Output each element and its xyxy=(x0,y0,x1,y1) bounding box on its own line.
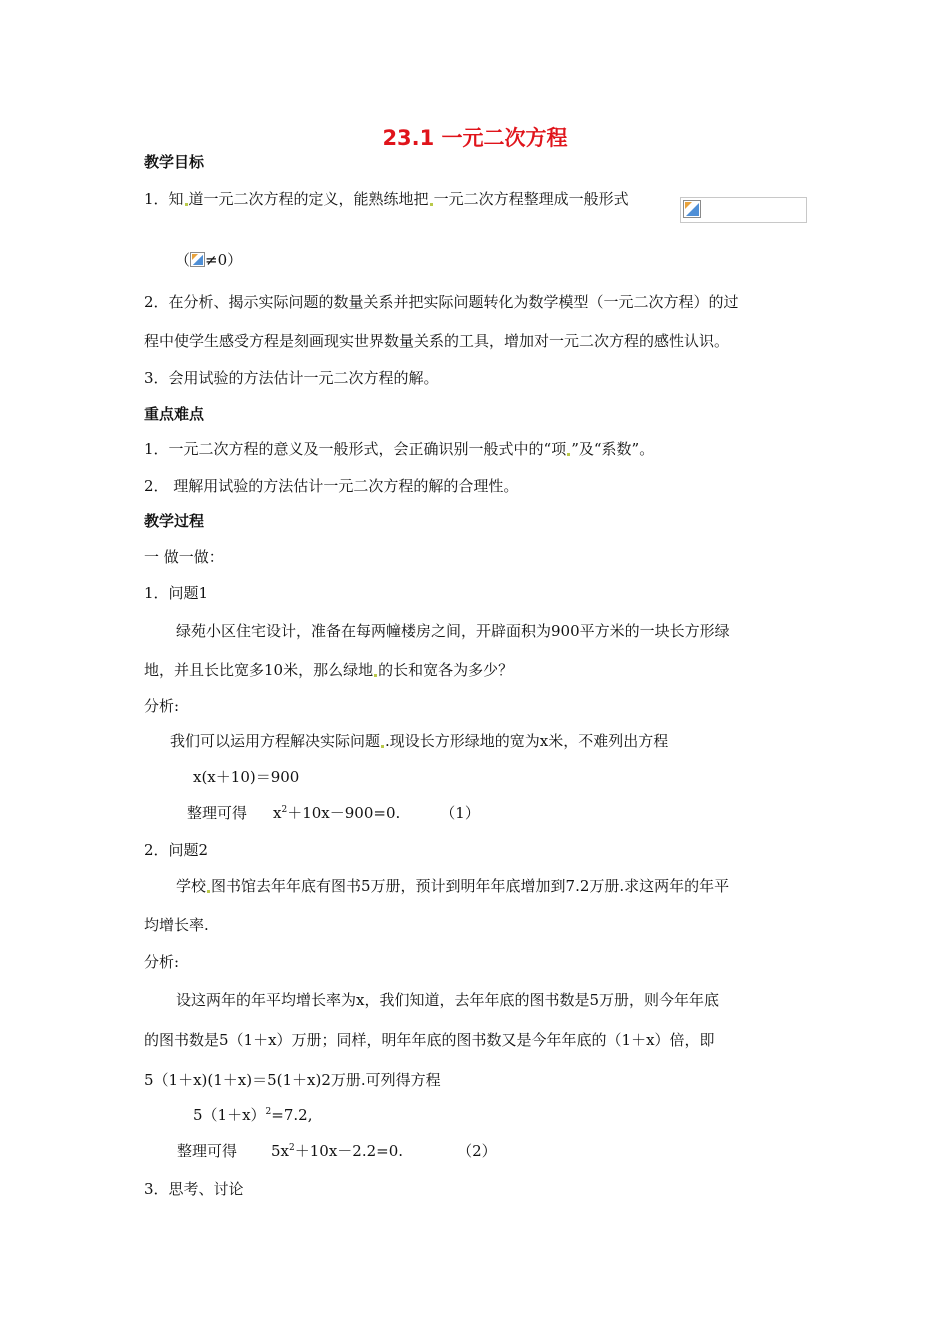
question-2-line-1 xyxy=(176,876,729,896)
equation-x: x xyxy=(273,804,282,822)
analysis-2-line-3: 5（1＋x)(1＋x)＝5(1＋x)2万册.可列得方程 xyxy=(144,1071,441,1089)
analysis-1-label: 分析: xyxy=(144,697,180,715)
process-heading: 教学过程 xyxy=(144,512,205,530)
equation-2-a: 5（1＋x） xyxy=(193,1106,266,1124)
equation-number: （1） xyxy=(440,804,480,822)
analysis-1-line-1-a: 我们可以运用方程解决实际问题 xyxy=(170,732,381,750)
question-1-line-2-b: 的长和宽各为多少？ xyxy=(378,661,514,679)
edit-marker xyxy=(567,453,570,456)
equation-2-arranged-b: ＋10x－2.2=0. xyxy=(294,1142,404,1160)
edit-marker xyxy=(374,674,377,677)
analysis-1-line-1-b: .现设长方形绿地的宽为x米，不难列出方程 xyxy=(385,732,669,750)
goals-heading: 教学目标 xyxy=(144,153,205,171)
broken-image-icon xyxy=(683,200,701,218)
key-1 xyxy=(144,439,654,459)
equation-2-arranged-exponent: 2 xyxy=(289,1143,295,1153)
goal-2-line-1: 2．在分析、揭示实际问题的数量关系并把实际问题转化为数学模型（一元二次方程）的过 xyxy=(144,293,739,311)
part-1-heading: 一 做一做： xyxy=(144,548,224,566)
analysis-2-line-1: 设这两年的年平均增长率为x，我们知道，去年年底的图书数是5万册，则今年年底 xyxy=(176,991,720,1009)
equation-2-exponent: 2 xyxy=(265,1107,272,1117)
goal-1-part-a: 1．知 xyxy=(144,190,184,208)
equation-2-b: =7.2, xyxy=(271,1106,313,1124)
equation-number: （2） xyxy=(457,1142,497,1160)
question-2-line-1-a: 学校 xyxy=(176,877,207,895)
question-1-line-1: 绿苑小区住宅设计，准备在每两幢楼房之间，开辟面积为900平方米的一块长方形绿 xyxy=(176,622,730,640)
analysis-2-label: 分析: xyxy=(144,953,180,971)
equation-1: x(x＋10)＝900 xyxy=(193,768,300,786)
edit-marker xyxy=(185,203,188,206)
edit-marker xyxy=(381,745,384,748)
question-2-line-1-b: 图书馆去年年底有图书5万册，预计到明年年底增加到7.2万册.求这两年的年平 xyxy=(211,877,730,895)
question-1-label: 1．问题1 xyxy=(144,584,209,602)
edit-marker xyxy=(207,890,210,893)
key-1-part-a: 1．一元二次方程的意义及一般形式，会正确识别一般式中的“项 xyxy=(144,440,567,458)
key-points-heading: 重点难点 xyxy=(144,405,205,423)
equation-2-arranged-a: 5x xyxy=(271,1142,290,1160)
condition-close: ≠0） xyxy=(205,251,243,269)
question-2-line-2: 均增长率. xyxy=(144,916,209,934)
analysis-1-line-1 xyxy=(170,731,668,751)
goal-1 xyxy=(144,189,629,209)
key-2: 2． 理解用试验的方法估计一元二次方程的解的合理性。 xyxy=(144,477,519,495)
equation-exponent: 2 xyxy=(281,805,288,815)
goal-1-part-b: 道一元二次方程的定义，能熟练地把 xyxy=(188,190,429,208)
question-1-line-2-a: 地，并且长比宽多10米，那么绿地 xyxy=(144,661,374,679)
key-1-part-b: ”及“系数”。 xyxy=(571,440,655,458)
goal-1-part-c: 一元二次方程整理成一般形式 xyxy=(433,190,629,208)
equation-label: 整理可得 xyxy=(177,1142,238,1160)
equation-1-arranged xyxy=(187,803,480,823)
equation-label: 整理可得 xyxy=(187,804,248,822)
question-2-label: 2．问题2 xyxy=(144,841,209,859)
formula-image-placeholder xyxy=(680,197,807,223)
equation-2 xyxy=(193,1105,312,1125)
goal-2-line-2: 程中使学生感受方程是刻画现实世界数量关系的工具，增加对一元二次方程的感性认识。 xyxy=(144,332,730,350)
equation-rest: ＋10x－900=0. xyxy=(287,804,401,822)
goal-3: 3．会用试验的方法估计一元二次方程的解。 xyxy=(144,369,439,387)
document-title: 23.1 一元二次方程 xyxy=(382,126,568,150)
broken-image-icon xyxy=(190,252,205,267)
equation-2-arranged xyxy=(177,1141,497,1161)
edit-marker xyxy=(430,203,433,206)
condition-open: （ xyxy=(175,251,191,269)
goal-1-condition xyxy=(175,250,242,270)
question-3: 3．思考、讨论 xyxy=(144,1180,244,1198)
question-1-line-2 xyxy=(144,660,513,680)
analysis-2-line-2: 的图书数是5（1＋x）万册；同样，明年年底的图书数又是今年年底的（1＋x）倍，即 xyxy=(144,1031,715,1049)
